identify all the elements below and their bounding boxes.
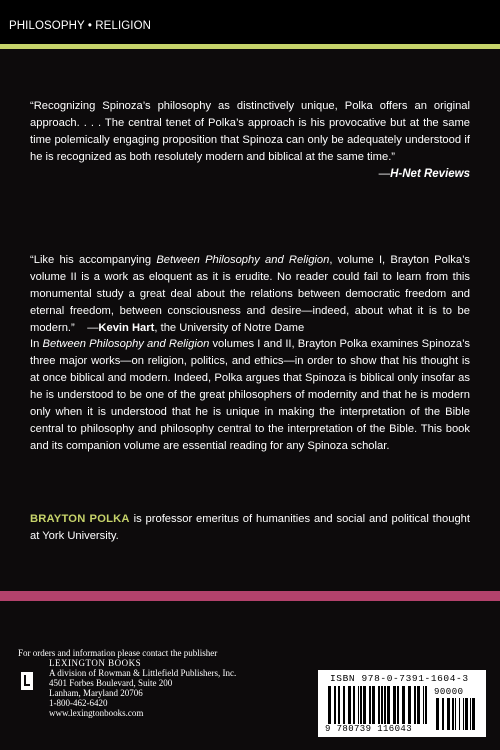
price-code: 90000 xyxy=(434,687,464,697)
barcode-bar xyxy=(465,698,468,730)
barcode-bar xyxy=(348,686,351,724)
barcode-bar xyxy=(353,686,355,724)
barcode-bar xyxy=(455,698,456,730)
barcode-bar xyxy=(397,686,399,724)
barcode-bar xyxy=(472,698,475,730)
barcode-bar xyxy=(343,686,345,724)
book-description: In Between Philosophy and Religion volumes I and II, Brayton Polka examines Spinoza’s three major works—on religion, politics, and ethics—in order to show that his thought is at once biblical and modern. Indeed, Polka argues that Spinoza is biblical only insofar as he is understood to be one of the great philosophers of modernity and that he is modern only when it is understood that he is unique in making the interpretation of the Bible central to philosophy and philosophy central to the interpretation of the Bible. This book and its companion volume are essential reading for any Spinoza scholar. xyxy=(30,338,470,452)
barcode-bar xyxy=(360,686,362,724)
publisher-name: LEXINGTON BOOKS xyxy=(49,658,142,668)
book-title: Between Philosophy and Religion xyxy=(42,338,210,350)
review-quote-hnet xyxy=(30,98,470,183)
top-accent-stripe xyxy=(0,44,500,49)
publisher-info xyxy=(18,648,278,718)
barcode-bar xyxy=(378,686,380,724)
publisher-logo-icon xyxy=(20,671,34,691)
barcode-bar xyxy=(417,686,420,724)
reviewer-name: Kevin Hart xyxy=(98,322,155,334)
barcode-bar xyxy=(463,698,464,730)
bottom-accent-stripe xyxy=(0,591,500,601)
top-band xyxy=(0,0,500,44)
review-quote-hart: “Like his accompanying Between Philosophy and Religion, volume I, Brayton Polka’s volume II is a work as eloquent as it is erudite. No reader could fail to learn from this monumental study a great deal about the relations between democratic freedom and eternal freedom, between consciousness and desire—indeed, about what it is to be modern.” —Kevin Hart, the University of Notre Dame xyxy=(30,254,471,334)
reviewer-affiliation: , the University of Notre Dame xyxy=(154,322,305,334)
quote-attribution: —H-Net Reviews xyxy=(378,168,470,180)
barcode-bar xyxy=(442,698,444,730)
barcode-bar xyxy=(425,686,427,724)
barcode-bar xyxy=(363,686,366,724)
author-bio: BRAYTON POLKA is professor emeritus of humanities and social and political thought at York University. xyxy=(30,513,471,542)
barcode-bar xyxy=(369,686,371,724)
category-label: PHILOSOPHY • RELIGION xyxy=(9,20,152,32)
publisher-details: LEXINGTON BOOKS A division of Rowman & Littlefield Publishers, Inc. 4501 Forbes Boulevard, Suite 200 Lanham, Maryland 20706 1-800-462-6420 www.lexingtonbooks.com xyxy=(18,658,278,718)
barcode-bar xyxy=(459,698,460,730)
barcode-bar xyxy=(402,686,405,724)
barcode-bar xyxy=(452,698,454,730)
barcode-bar xyxy=(338,686,340,724)
publisher-intro: For orders and information please contact the publisher xyxy=(18,648,218,658)
barcode-bar xyxy=(381,686,383,724)
barcode xyxy=(318,670,486,737)
barcode-bar xyxy=(387,686,390,724)
barcode-bar xyxy=(358,686,359,724)
barcode-bar xyxy=(393,686,396,724)
barcode-bar xyxy=(470,698,471,730)
barcode-bar xyxy=(408,686,411,724)
quote-text: “Recognizing Spinoza’s philosophy as distinctively unique, Polka offers an original approach. . . . The central tenet of Polka’s approach is his provocative but at the same time polemically engaging proposition that Spinoza can only be adequately understood if he is recognized as both resolutely modern and biblical at the same time.” xyxy=(30,100,470,163)
barcode-bar xyxy=(414,686,416,724)
ean-number: 9 780739 116043 xyxy=(325,724,413,734)
isbn-label: ISBN 978-0-7391-1604-3 xyxy=(330,673,469,684)
review-source: H-Net Reviews xyxy=(390,168,470,180)
barcode-bar xyxy=(328,686,331,724)
author-name: BRAYTON POLKA xyxy=(30,513,130,525)
publisher-website: www.lexingtonbooks.com xyxy=(49,708,144,718)
barcode-bar xyxy=(447,698,450,730)
book-title: Between Philosophy and Religion xyxy=(156,254,330,266)
publisher-phone: 1-800-462-6420 xyxy=(49,698,108,708)
barcode-bar xyxy=(334,686,336,724)
barcode-bar xyxy=(372,686,375,724)
barcode-bar xyxy=(384,686,386,724)
barcode-bar xyxy=(423,686,424,724)
barcode-bar xyxy=(436,698,439,730)
